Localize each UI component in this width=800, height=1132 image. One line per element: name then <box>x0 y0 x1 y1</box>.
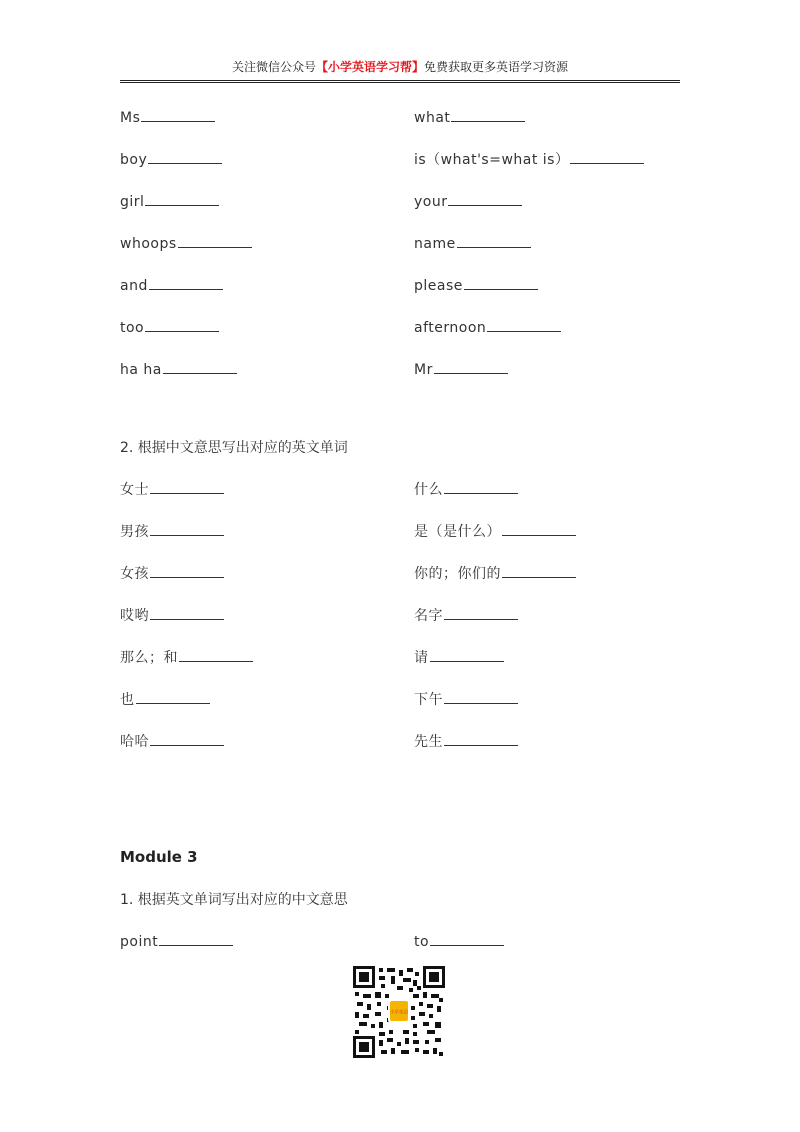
answer-blank[interactable] <box>570 151 644 164</box>
page-header <box>120 58 680 83</box>
header-account-name: 【小学英语学习帮】 <box>315 60 424 74</box>
word-item <box>414 606 518 626</box>
word-label: 名字 <box>414 608 443 624</box>
word-label: Ms <box>120 110 141 126</box>
qr-code <box>353 966 445 1058</box>
word-label: please <box>414 278 463 294</box>
word-item <box>120 732 224 752</box>
word-item <box>414 150 644 170</box>
section-heading: 1. 根据英文单词写出对应的中文意思 <box>120 892 348 908</box>
word-label: 女孩 <box>120 566 149 582</box>
word-item <box>414 522 576 542</box>
header-prefix: 关注微信公众号 <box>231 60 316 74</box>
word-item <box>120 234 252 254</box>
word-item <box>120 480 224 500</box>
answer-blank[interactable] <box>179 649 253 662</box>
word-label: 先生 <box>414 734 443 750</box>
answer-blank[interactable] <box>457 235 531 248</box>
answer-blank[interactable] <box>430 933 504 946</box>
answer-blank[interactable] <box>430 649 504 662</box>
answer-blank[interactable] <box>444 733 518 746</box>
answer-blank[interactable] <box>451 109 525 122</box>
answer-blank[interactable] <box>163 361 237 374</box>
answer-blank[interactable] <box>149 277 223 290</box>
word-item <box>120 564 224 584</box>
word-item <box>120 606 224 626</box>
answer-blank[interactable] <box>464 277 538 290</box>
word-label: boy <box>120 152 148 168</box>
word-label: 那么；和 <box>120 650 178 666</box>
word-item <box>120 360 237 380</box>
word-label: 是（是什么） <box>414 524 501 540</box>
word-label: is（what's=what is） <box>414 152 570 168</box>
word-label: too <box>120 320 145 336</box>
answer-blank[interactable] <box>178 235 252 248</box>
answer-blank[interactable] <box>145 193 219 206</box>
word-item <box>120 108 215 128</box>
word-item <box>414 648 504 668</box>
section-heading: 2. 根据中文意思写出对应的英文单词 <box>120 440 348 456</box>
word-label: your <box>414 194 448 210</box>
word-label: 你的；你们的 <box>414 566 501 582</box>
word-label: point <box>120 934 159 950</box>
word-label: and <box>120 278 148 294</box>
word-label: girl <box>120 194 145 210</box>
answer-blank[interactable] <box>444 481 518 494</box>
word-label: ha ha <box>120 362 162 378</box>
answer-blank[interactable] <box>434 361 508 374</box>
answer-blank[interactable] <box>141 109 215 122</box>
word-item <box>414 732 518 752</box>
word-label: 哈哈 <box>120 734 149 750</box>
word-label: 哎哟 <box>120 608 149 624</box>
answer-blank[interactable] <box>150 733 224 746</box>
word-item <box>414 932 504 952</box>
answer-blank[interactable] <box>159 933 233 946</box>
answer-blank[interactable] <box>150 481 224 494</box>
qr-badge-text: 小学英语 <box>390 1010 408 1016</box>
answer-blank[interactable] <box>150 523 224 536</box>
answer-blank[interactable] <box>448 193 522 206</box>
word-label: to <box>414 934 430 950</box>
header-suffix: 免费获取更多英语学习资源 <box>424 60 569 74</box>
answer-blank[interactable] <box>502 523 576 536</box>
word-label: 请 <box>414 650 429 666</box>
answer-blank[interactable] <box>150 565 224 578</box>
word-item <box>414 108 525 128</box>
word-label: name <box>414 236 456 252</box>
word-label: whoops <box>120 236 177 252</box>
word-label: 下午 <box>414 692 443 708</box>
word-item <box>120 932 233 952</box>
word-item <box>120 522 224 542</box>
word-item <box>414 564 576 584</box>
word-item <box>120 318 219 338</box>
word-item <box>414 276 538 296</box>
word-label: 女士 <box>120 482 149 498</box>
word-label: afternoon <box>414 320 487 336</box>
word-item <box>414 360 508 380</box>
word-label: 什么 <box>414 482 443 498</box>
word-item <box>120 150 222 170</box>
answer-blank[interactable] <box>148 151 222 164</box>
answer-blank[interactable] <box>487 319 561 332</box>
word-item <box>120 690 210 710</box>
word-label: Mr <box>414 362 433 378</box>
word-label: 也 <box>120 692 135 708</box>
answer-blank[interactable] <box>444 691 518 704</box>
answer-blank[interactable] <box>136 691 210 704</box>
word-item <box>414 480 518 500</box>
answer-blank[interactable] <box>502 565 576 578</box>
answer-blank[interactable] <box>150 607 224 620</box>
word-item <box>120 648 253 668</box>
word-item <box>414 192 522 212</box>
word-item <box>120 192 219 212</box>
answer-blank[interactable] <box>444 607 518 620</box>
word-item <box>414 690 518 710</box>
module-title: Module 3 <box>120 848 198 866</box>
word-item <box>414 318 561 338</box>
word-item <box>120 276 223 296</box>
word-label: what <box>414 110 451 126</box>
word-item <box>414 234 531 254</box>
word-label: 男孩 <box>120 524 149 540</box>
answer-blank[interactable] <box>145 319 219 332</box>
